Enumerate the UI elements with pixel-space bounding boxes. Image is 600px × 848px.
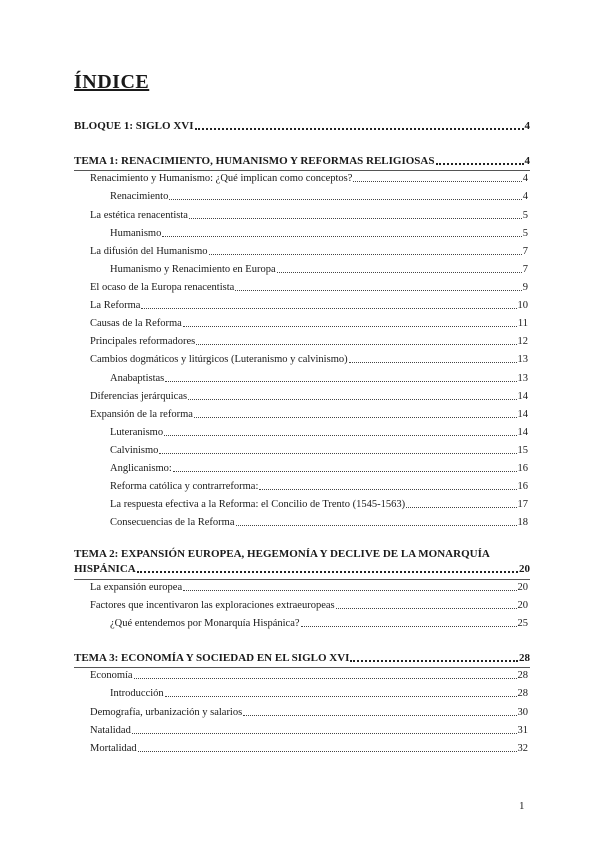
toc-label: Cambios dogmáticos y litúrgicos (Luteranismo y calvinismo) [90,354,348,365]
toc-label: Anabaptistas [110,373,165,384]
toc-leader [195,128,524,130]
toc-entry[interactable] [90,725,528,736]
toc-page: 25 [517,618,528,629]
toc-bloque-1[interactable] [74,120,530,132]
section-divider [74,579,530,580]
toc-label: Natalidad [90,725,131,736]
toc-leader [183,326,517,327]
toc-tema-2-heading-line1[interactable]: TEMA 2: EXPANSIÓN EUROPEA, HEGEMONÍA Y DECLIVE DE LA MONARQUÍA [74,548,490,560]
toc-label: Reforma católica y contrarreforma: [110,481,259,492]
toc-label: Introducción [110,688,164,699]
toc-label: Economía [90,670,133,681]
toc-label: La difusión del Humanismo [90,246,208,257]
toc-page: 20 [517,600,528,611]
toc-entry[interactable] [110,445,528,456]
toc-label: Factores que incentivaron las exploraciones extraeuropeas [90,600,335,611]
toc-label: HISPÁNICA [74,563,136,575]
toc-label: Mortalidad [90,743,137,754]
toc-label: Humanismo [110,228,162,239]
toc-entry[interactable] [90,743,528,754]
toc-entry[interactable] [90,707,528,718]
toc-leader [243,715,516,716]
toc-page: 13 [517,373,528,384]
toc-entry[interactable] [110,463,528,474]
toc-leader [164,435,516,436]
toc-page: 4 [524,155,530,167]
section-divider [74,667,530,668]
toc-page: 18 [517,517,528,528]
toc-label: TEMA 1: RENACIMIENTO, HUMANISMO Y REFORMAS RELIGIOSAS [74,155,435,167]
toc-leader [188,399,516,400]
toc-page: 20 [517,582,528,593]
toc-label: El ocaso de la Europa renacentista [90,282,235,293]
toc-leader [277,272,522,273]
toc-leader [194,417,517,418]
toc-page: 30 [517,707,528,718]
toc-label: Diferencias jerárquicas [90,391,188,402]
toc-leader [162,236,521,237]
toc-leader [350,660,518,662]
toc-label: La estética renacentista [90,210,188,221]
toc-page: 28 [517,688,528,699]
toc-page: 16 [517,463,528,474]
toc-label: Anglicanismo: [110,463,172,474]
toc-label: La expansión europea [90,582,183,593]
toc-leader [336,608,517,609]
toc-label: Renacimiento y Humanismo: ¿Qué implican como conceptos? [90,173,353,184]
toc-entry[interactable] [110,499,528,510]
toc-leader [134,678,517,679]
toc-leader [235,290,521,291]
toc-page: 4 [524,120,530,132]
toc-label: Calvinismo [110,445,159,456]
toc-entry[interactable] [90,246,528,257]
toc-leader [236,525,517,526]
page-title: ÍNDICE [74,71,150,93]
toc-leader [173,471,517,472]
toc-page: 9 [522,282,528,293]
toc-leader [165,696,517,697]
toc-tema-1[interactable] [74,155,530,167]
toc-page: 13 [517,354,528,365]
toc-entry[interactable] [90,600,528,611]
toc-leader [436,163,524,165]
toc-page: 4 [522,173,528,184]
toc-label: Luteranismo [110,427,164,438]
toc-label: Renacimiento [110,191,169,202]
toc-leader [132,733,517,734]
toc-page: 17 [517,499,528,510]
toc-label: La respuesta efectiva a la Reforma: el Concilio de Trento (1545-1563) [110,499,406,510]
toc-label: La Reforma [90,300,141,311]
toc-entry[interactable] [110,228,528,239]
toc-page: 31 [517,725,528,736]
toc-entry[interactable] [110,191,528,202]
toc-page: 20 [519,563,530,575]
toc-entry[interactable] [110,264,528,275]
toc-page: 14 [517,409,528,420]
toc-label: Principales reformadores [90,336,196,347]
toc-leader [349,362,517,363]
toc-page: 28 [519,652,530,664]
toc-entry[interactable] [110,618,528,629]
toc-entry[interactable] [110,373,528,384]
toc-entry[interactable] [90,173,528,184]
toc-leader [183,590,516,591]
toc-entry[interactable] [110,427,528,438]
toc-leader [209,254,522,255]
toc-leader [259,489,516,490]
toc-page: 12 [517,336,528,347]
toc-tema-3[interactable] [74,652,530,664]
toc-page: 15 [517,445,528,456]
toc-page: 5 [522,210,528,221]
toc-page: 7 [522,246,528,257]
toc-page: 11 [517,318,528,329]
toc-label: BLOQUE 1: SIGLO XVI [74,120,194,132]
toc-page: 28 [517,670,528,681]
toc-entry[interactable] [90,670,528,681]
toc-page: 32 [517,743,528,754]
section-divider [74,170,530,171]
page-number: 1 [519,800,525,812]
toc-leader [159,453,516,454]
toc-page: 4 [522,191,528,202]
toc-page: 5 [522,228,528,239]
toc-entry[interactable] [110,517,528,528]
toc-leader [169,199,521,200]
toc-entry[interactable] [110,481,528,492]
toc-page: 7 [522,264,528,275]
toc-entry[interactable] [90,282,528,293]
toc-entry[interactable] [90,336,528,347]
toc-label: ¿Qué entendemos por Monarquía Hispánica? [110,618,300,629]
toc-label: Causas de la Reforma [90,318,182,329]
toc-leader [189,218,522,219]
toc-entry[interactable] [90,318,528,329]
toc-page: 16 [517,481,528,492]
toc-page: 10 [517,300,528,311]
toc-entry[interactable] [90,391,528,402]
toc-leader [138,751,517,752]
toc-label: TEMA 3: ECONOMÍA Y SOCIEDAD EN EL SIGLO XVI [74,652,350,664]
toc-leader [196,344,516,345]
toc-leader [301,626,517,627]
toc-leader [165,381,516,382]
toc-page: 14 [517,427,528,438]
toc-entry[interactable] [90,409,528,420]
toc-entry[interactable] [90,354,528,365]
toc-page: 14 [517,391,528,402]
toc-label: Demografía, urbanización y salarios [90,707,243,718]
toc-entry[interactable] [90,582,528,593]
toc-label: Expansión de la reforma [90,409,193,420]
toc-leader [406,507,516,508]
toc-leader [137,571,518,573]
toc-entry[interactable] [90,300,528,311]
toc-entry[interactable] [90,210,528,221]
toc-leader [141,308,516,309]
toc-tema-2[interactable] [74,563,530,575]
toc-leader [353,181,521,182]
toc-label: Consecuencias de la Reforma [110,517,235,528]
toc-label: Humanismo y Renacimiento en Europa [110,264,276,275]
toc-entry[interactable] [110,688,528,699]
